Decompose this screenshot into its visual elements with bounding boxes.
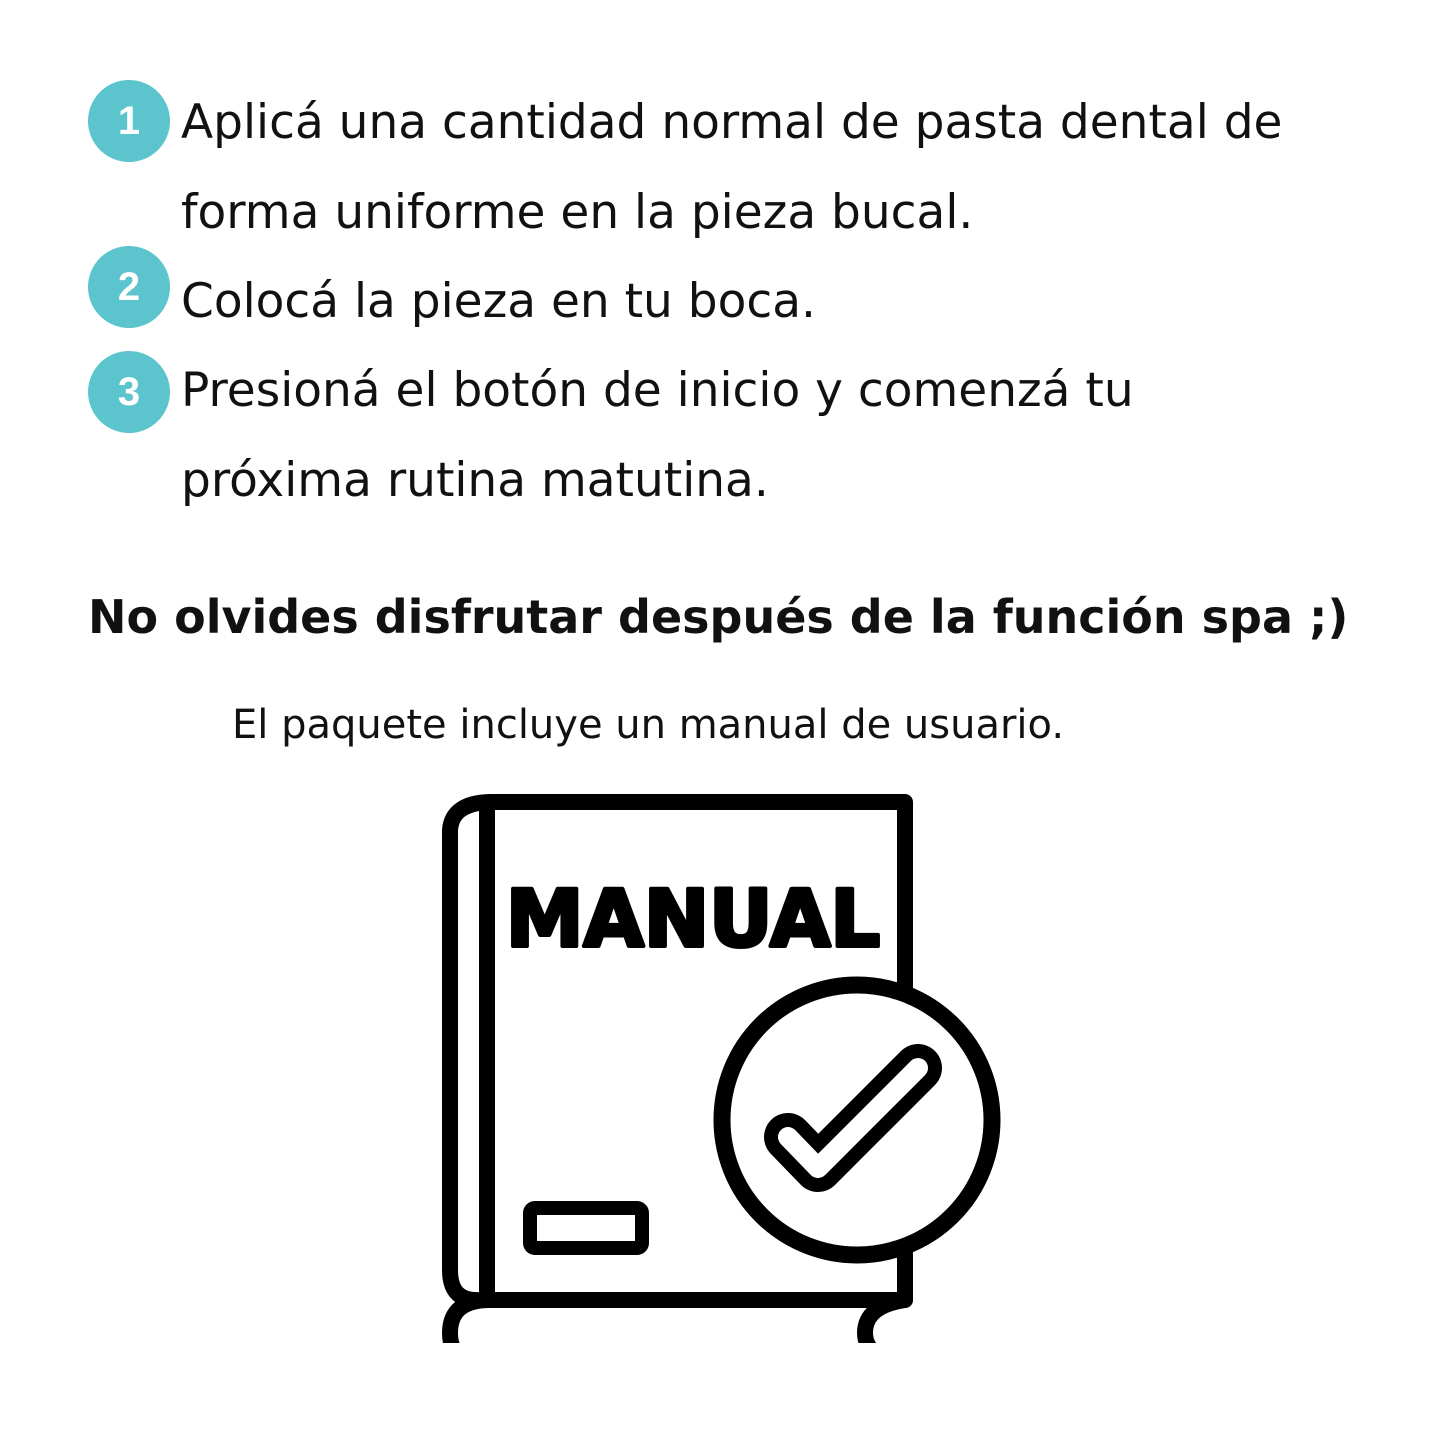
step-2-text-line-1: Colocá la pieza en tu boca. — [181, 274, 816, 329]
book-title-text: MANUAL — [505, 875, 881, 965]
book-label-plate — [530, 1208, 642, 1248]
book-pages-outline — [450, 1300, 905, 1343]
step-1-number-badge: 1 — [88, 80, 170, 162]
manual-book-with-checkmark-icon — [440, 793, 1010, 1343]
step-3-text-line-2: próxima rutina matutina. — [181, 453, 769, 508]
spa-reminder-text: No olvides disfrutar después de la función spa ;) — [88, 590, 1349, 644]
step-2-number-badge: 2 — [88, 246, 170, 328]
package-note-text: El paquete incluye un manual de usuario. — [232, 702, 1065, 748]
step-1-text-line-2: forma uniforme en la pieza bucal. — [181, 185, 974, 240]
step-1-text-line-1: Aplicá una cantidad normal de pasta dental de — [181, 95, 1283, 150]
step-3-text-line-1: Presioná el botón de inicio y comenzá tu — [181, 363, 1134, 418]
step-3-number-badge: 3 — [88, 351, 170, 433]
